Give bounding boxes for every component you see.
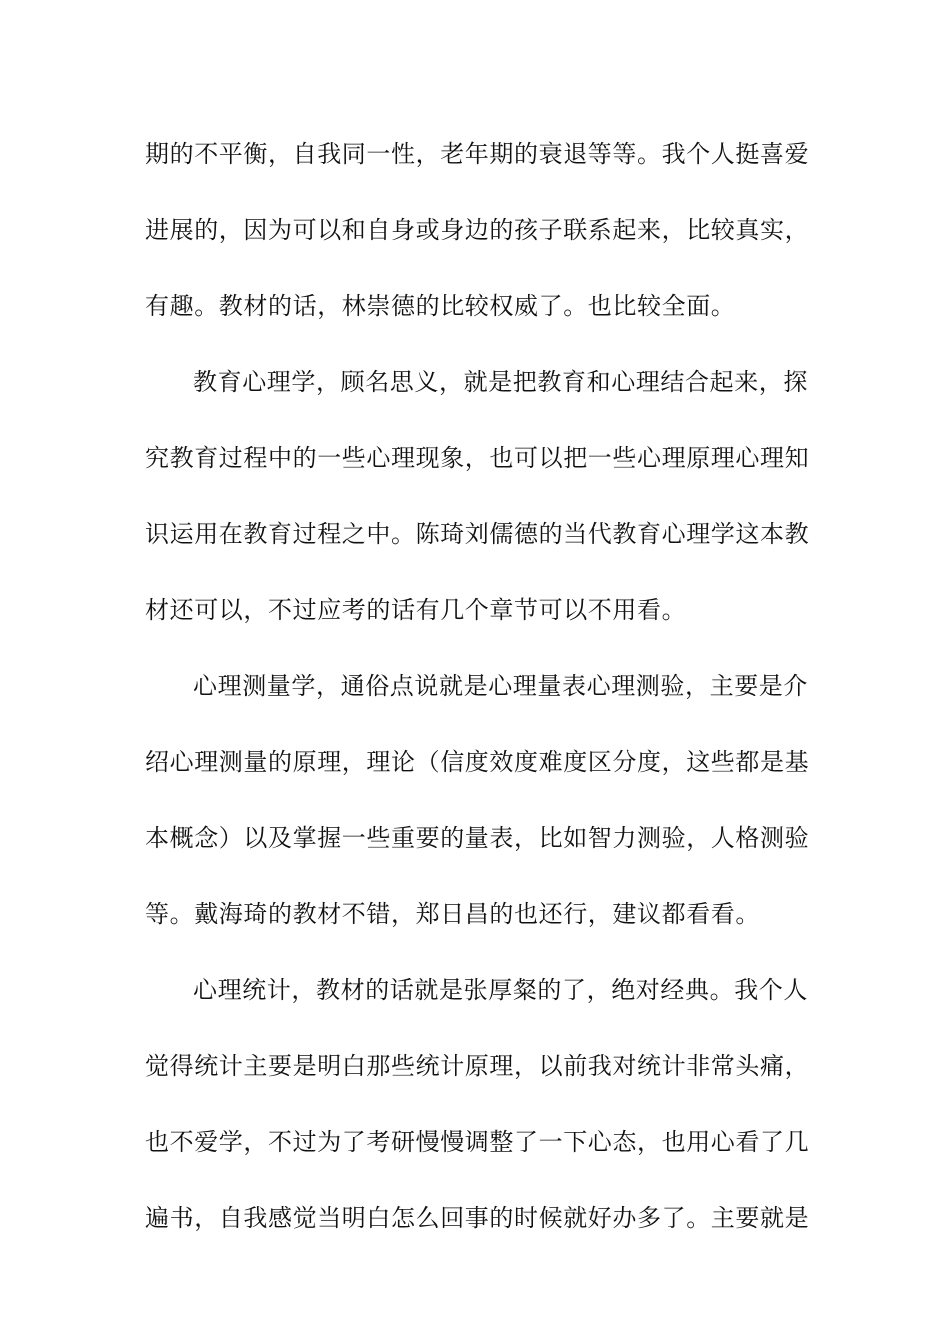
text-line-1: 期的不平衡，自我同一性，老年期的衰退等等。我个人挺喜爱 [145,140,810,168]
text-line-3: 有趣。教材的话，林崇德的比较权威了。也比较全面。 [145,292,736,320]
text-line-12: 心理统计，教材的话就是张厚粲的了，绝对经典。我个人 [193,976,808,1004]
text-line-7: 材还可以，不过应考的话有几个章节可以不用看。 [145,596,687,624]
text-line-2: 进展的，因为可以和自身或身边的孩子联系起来，比较真实， [145,216,810,244]
text-line-8: 心理测量学，通俗点说就是心理量表心理测验，主要是介 [193,672,808,700]
text-line-11: 等。戴海琦的教材不错，郑日昌的也还行，建议都看看。 [145,900,760,928]
text-line-4: 教育心理学，顾名思义，就是把教育和心理结合起来，探 [193,368,808,396]
text-line-13: 觉得统计主要是明白那些统计原理，以前我对统计非常头痛， [145,1052,810,1080]
text-line-14: 也不爱学，不过为了考研慢慢调整了一下心态，也用心看了几 [145,1128,810,1156]
document-body [145,128,810,1268]
text-line-6: 识运用在教育过程之中。陈琦刘儒德的当代教育心理学这本教 [145,520,810,548]
text-line-9: 绍心理测量的原理，理论（信度效度难度区分度，这些都是基 [145,748,810,776]
text-line-10: 本概念）以及掌握一些重要的量表，比如智力测验，人格测验 [145,824,810,852]
text-line-5: 究教育过程中的一些心理现象，也可以把一些心理原理心理知 [145,444,810,472]
text-line-15: 遍书，自我感觉当明白怎么回事的时候就好办多了。主要就是 [145,1204,810,1232]
